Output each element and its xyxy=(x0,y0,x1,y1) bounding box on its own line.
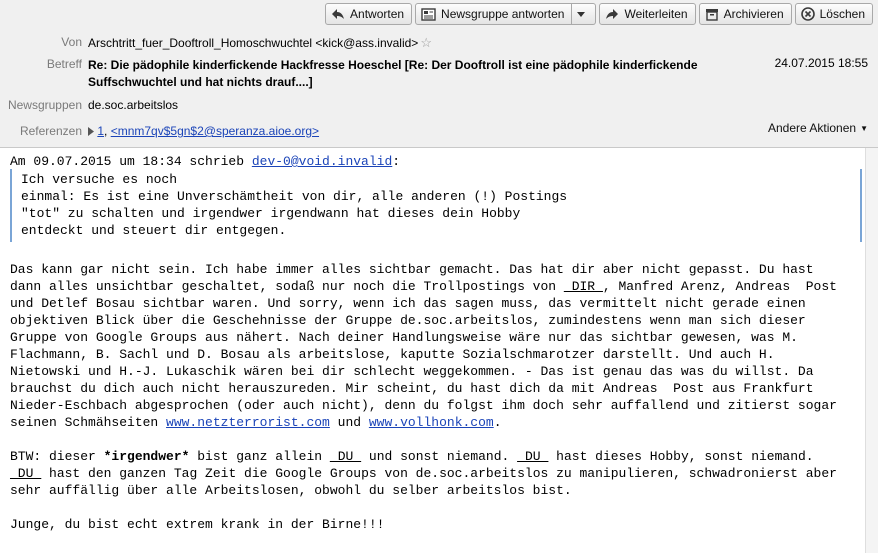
body-line xyxy=(10,465,837,482)
body-text: BTW: dieser xyxy=(10,449,104,464)
attribution-colon: : xyxy=(392,154,401,169)
body-line xyxy=(10,414,502,431)
reply-label: Antworten xyxy=(350,7,405,21)
body-line: sehr auffällig über alle Arbeitslosen, obwohl du selber arbeitslos bist. xyxy=(10,483,572,498)
delete-circle-icon xyxy=(801,7,815,21)
newsgroups-row xyxy=(0,98,400,114)
message-body xyxy=(0,148,866,553)
reply-newsgroup-label: Newsgruppe antworten xyxy=(441,7,565,21)
body-text: und xyxy=(329,415,369,430)
star-icon[interactable]: ☆ xyxy=(420,35,432,50)
vollhonk-link[interactable]: www.vollhonk.com xyxy=(368,415,494,430)
from-label: Von xyxy=(61,35,82,49)
subject-line-1: Re: Die pädophile kinderfickende Hackfresse Hoeschel [Re: Der Dooftroll ist eine pädophile kinderfickende xyxy=(88,58,698,72)
more-actions-label: Andere Aktionen xyxy=(768,121,857,135)
body-line: Das kann gar nicht sein. Ich habe immer alles sichtbar gemacht. Das hat dir aber nicht gepasst. Du hast xyxy=(10,262,814,277)
body-text: bist ganz allein xyxy=(189,449,330,464)
underlined-text: _DU_ xyxy=(517,449,549,464)
newsgroup-icon xyxy=(421,8,436,21)
attribution-line xyxy=(10,153,400,170)
underlined-text: _DU_ xyxy=(10,466,42,481)
body-text: hast den ganzen Tag Zeit die Google Groups von de.soc.arbeitslos zu manipulieren, schwadronierst aber xyxy=(41,466,837,481)
body-text: hast dieses Hobby, sonst niemand. xyxy=(548,449,814,464)
reply-newsgroup-button[interactable] xyxy=(415,3,572,25)
delete-button[interactable] xyxy=(795,3,873,25)
forward-arrow-icon xyxy=(605,8,619,20)
body-text: dann alles unsichtbar geschaltet, sodaß nur noch die Trollpostings von xyxy=(10,279,564,294)
body-line: objektiven Blick über die Geschehnisse der Gruppe de.soc.arbeitslos, zumindestens wenn man sich dieser xyxy=(10,313,806,328)
message-toolbar xyxy=(325,3,873,27)
message-date: 24.07.2015 18:55 xyxy=(774,56,868,70)
body-line: brauchst du dich auch nicht herauszureden. Mir scheint, du hast dich da mit Andreas Post aus Frankfurt xyxy=(10,381,814,396)
subject-label: Betreff xyxy=(46,57,82,71)
archive-label: Archivieren xyxy=(723,7,784,21)
forward-button[interactable] xyxy=(599,3,695,25)
quote-line-3: "tot" zu schalten und irgendwer irgendwann hat dieses dein Hobby xyxy=(21,206,521,221)
body-line: Nieder-Eschbach abgesprochen (oder auch nicht), denn du folgst ihm doch sehr auffallend und zitierst sogar xyxy=(10,398,837,413)
subject-line-2: Suffschwuchtel und hat nichts drauf....] xyxy=(88,75,313,89)
references-label: Referenzen xyxy=(19,124,82,138)
body-line: Flachmann, B. Sachl und D. Bosau als arbeitslose, kaputte Sozialschmarotzer darstellt. Und auch H. xyxy=(10,347,775,362)
more-actions-button[interactable] xyxy=(768,121,868,135)
body-line xyxy=(10,448,814,465)
forward-label: Weiterleiten xyxy=(624,7,688,21)
reply-button[interactable] xyxy=(325,3,412,25)
newsgroups-label: Newsgruppen xyxy=(7,98,82,112)
reply-newsgroup-split xyxy=(415,3,596,27)
body-scrollbar[interactable] xyxy=(865,148,878,553)
newsgroups-value: de.soc.arbeitslos xyxy=(88,98,179,112)
archive-button[interactable] xyxy=(699,3,792,25)
chevron-down-icon: ▼ xyxy=(860,124,868,133)
body-text: , Manfred Arenz, Andreas Post xyxy=(602,279,837,294)
references-separator: , xyxy=(104,124,111,138)
body-line xyxy=(10,278,837,295)
quote-line-2: einmal: Es ist eine Unverschämtheit von dir, alle anderen (!) Postings xyxy=(21,189,568,204)
body-line: und Detlef Bosau sichtbar waren. Und sorry, wenn ich das sagen muss, das vermittelt nicht gerade einen xyxy=(10,296,806,311)
quote-line-4: entdeckt und steuert dir entgegen. xyxy=(21,223,287,238)
underlined-text: _DIR_ xyxy=(563,279,603,294)
body-line: Gruppe von Google Groups aus nähert. Nach deiner Handlungsweise wäre nur das sichtbar gewesen, was M. xyxy=(10,330,798,345)
body-line: Junge, du bist echt extrem krank in der Birne!!! xyxy=(10,517,385,532)
archive-box-icon xyxy=(705,8,719,21)
body-line: Nietowski und H.-J. Lukaschik wären bei dir schlecht weggekommen. - Das ist genau das was du willst. Da xyxy=(10,364,814,379)
attribution-text: Am 09.07.2015 um 18:34 schrieb xyxy=(10,154,252,169)
subject-value xyxy=(88,57,708,91)
attribution-email-link[interactable]: dev-0@void.invalid xyxy=(251,154,393,169)
from-row xyxy=(0,35,700,51)
netzterrorist-link[interactable]: www.netzterrorist.com xyxy=(166,415,330,430)
quote-line-1: Ich versuche es noch xyxy=(21,172,178,187)
body-text: und sonst niemand. xyxy=(361,449,518,464)
underlined-text: _DU_ xyxy=(329,449,362,464)
delete-label: Löschen xyxy=(819,7,865,21)
references-value xyxy=(88,124,319,138)
from-address[interactable]: Arschtritt_fuer_Dooftroll_Homoschwuchtel <kick@ass.invalid> xyxy=(88,36,419,50)
reply-options-dropdown[interactable] xyxy=(572,3,596,25)
chevron-right-icon[interactable] xyxy=(88,127,94,136)
reference-link-1[interactable]: 1 xyxy=(97,124,105,138)
body-text: seinen Schmähseiten xyxy=(10,415,167,430)
from-value[interactable] xyxy=(88,35,432,51)
body-text: . xyxy=(493,415,502,430)
subject-row xyxy=(0,57,730,93)
reply-arrow-icon xyxy=(331,8,345,20)
message-header xyxy=(0,0,878,148)
chevron-down-icon xyxy=(577,12,585,17)
bold-text: *irgendwer* xyxy=(103,449,190,464)
references-row xyxy=(0,124,500,140)
quoted-text-block xyxy=(10,169,862,242)
reference-message-id-link[interactable]: <mnm7qv$5gn$2@speranza.aioe.org> xyxy=(110,124,320,138)
